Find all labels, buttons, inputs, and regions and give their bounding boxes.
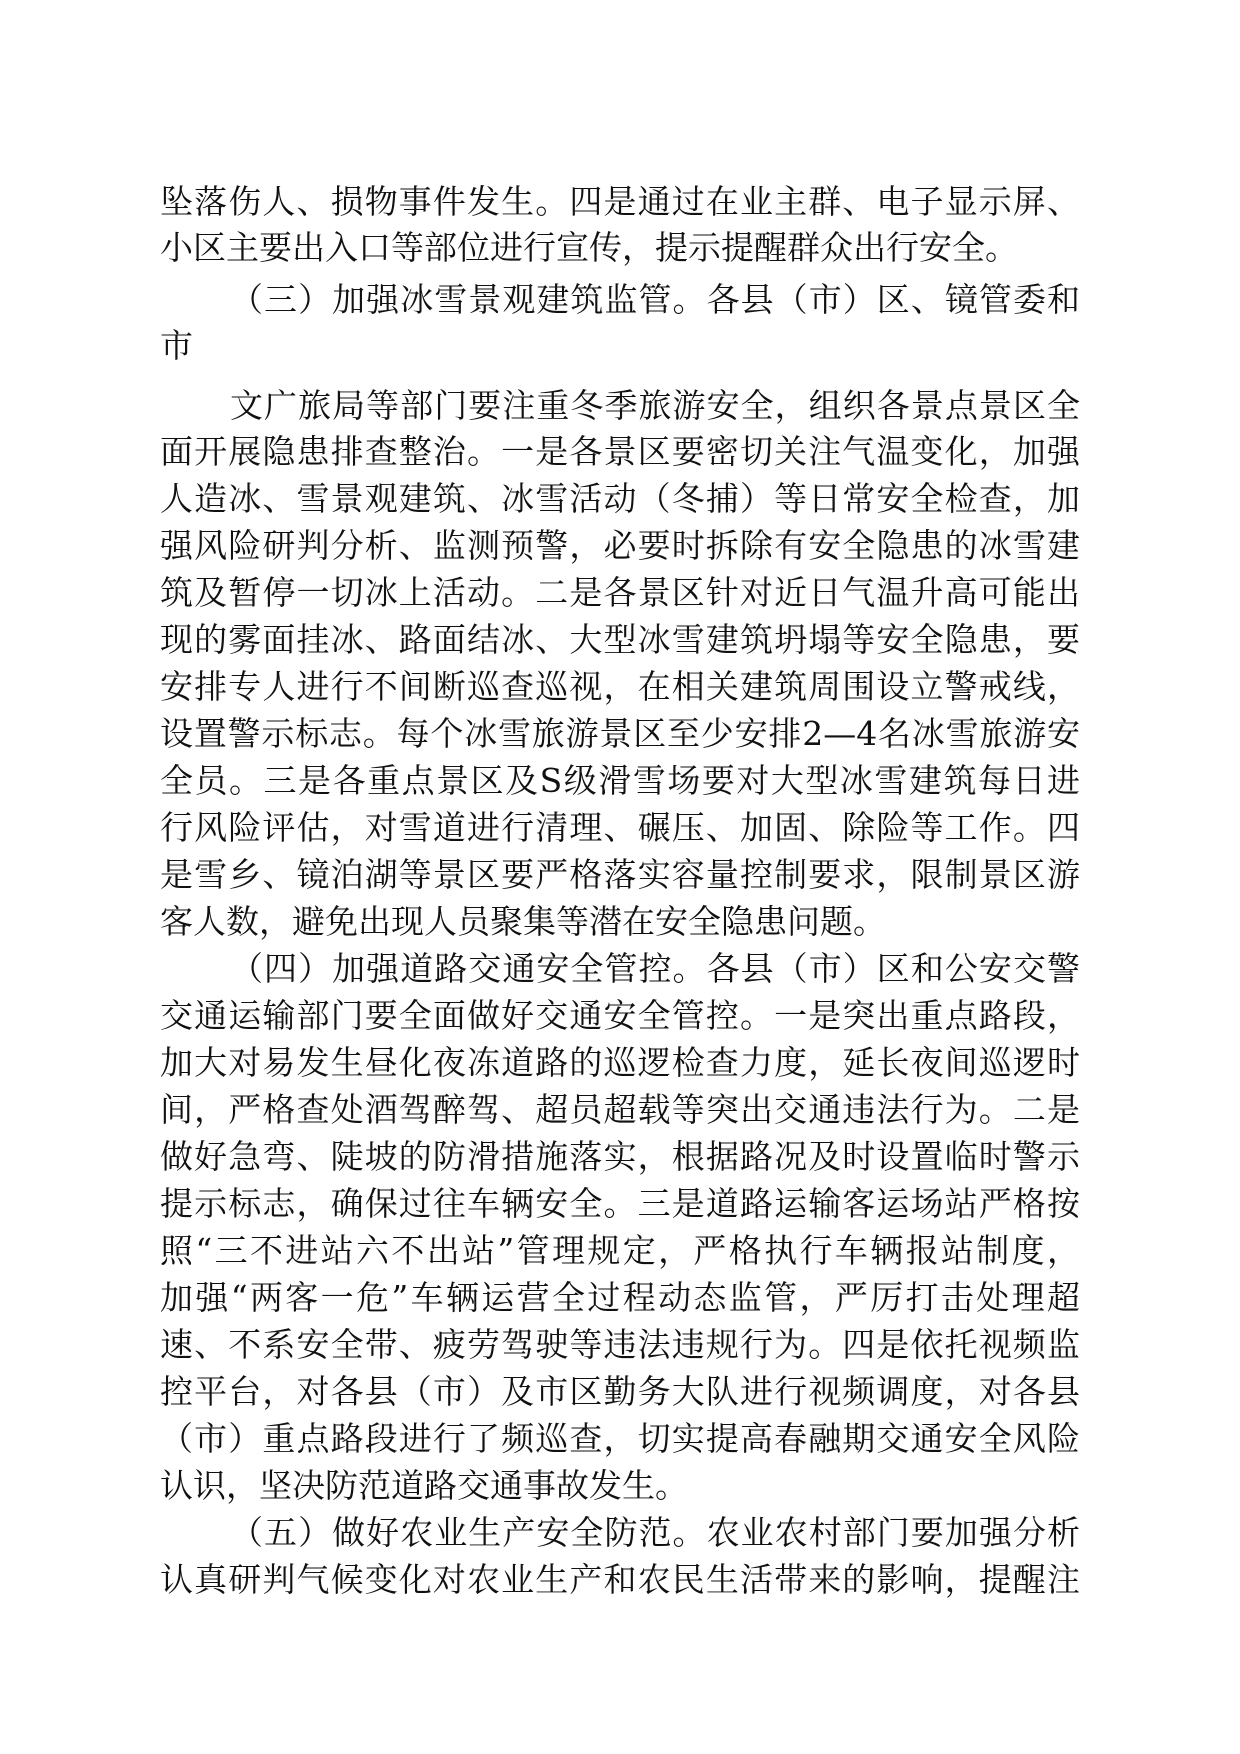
text-line: 面开展隐患排查整治。一是各景区要密切关注气温变化，加强 (160, 432, 1080, 471)
section-heading-4: （四）加强道路交通安全管控。各县（市）区和公安交警 (230, 949, 1080, 988)
text-line: 坠落伤人、损物事件发生。四是通过在业主群、电子显示屏、 (160, 182, 1080, 221)
text-line: 速、不系安全带、疲劳驾驶等违法违规行为。四是依托视频监 (160, 1325, 1080, 1364)
text-line: 间，严格查处酒驾醉驾、超员超载等突出交通违法行为。二是 (160, 1090, 1080, 1129)
text-line: 行风险评估，对雪道进行清理、碾压、加固、除险等工作。四 (160, 808, 1080, 847)
text-line: 交通运输部门要全面做好交通安全管控。一是突出重点路段， (160, 996, 1080, 1035)
text-line: 安排专人进行不间断巡查巡视，在相关建筑周围设立警戒线， (160, 667, 1080, 706)
text-line: 现的雾面挂冰、路面结冰、大型冰雪建筑坍塌等安全隐患，要 (160, 620, 1080, 659)
text-line: 照“三不进站六不出站”管理规定，严格执行车辆报站制度， (160, 1231, 1080, 1270)
text-line: 人造冰、雪景观建筑、冰雪活动（冬捕）等日常安全检查，加 (160, 479, 1080, 518)
text-line: 加强“两客一危”车辆运营全过程动态监管，严厉打击处理超 (160, 1278, 1080, 1317)
text-line: 是雪乡、镜泊湖等景区要严格落实容量控制要求，限制景区游 (160, 855, 1080, 894)
text-line: 强风险研判分析、监测预警，必要时拆除有安全隐患的冰雪建 (160, 526, 1080, 565)
text-line: 加大对易发生昼化夜冻道路的巡逻检查力度，延长夜间巡逻时 (160, 1043, 1080, 1082)
text-line: 认识，坚决防范道路交通事故发生。 (160, 1466, 688, 1505)
text-line: 文广旅局等部门要注重冬季旅游安全，组织各景点景区全 (230, 386, 1080, 425)
text-line: 市 (160, 326, 193, 365)
text-line: 客人数，避免出现人员聚集等潜在安全隐患问题。 (160, 902, 886, 941)
text-line: 做好急弯、陡坡的防滑措施落实，根据路况及时设置临时警示 (160, 1137, 1080, 1176)
section-heading-5: （五）做好农业生产安全防范。农业农村部门要加强分析 (230, 1513, 1080, 1552)
text-line: 筑及暂停一切冰上活动。二是各景区针对近日气温升高可能出 (160, 573, 1080, 612)
text-line: （市）重点路段进行了频巡查，切实提高春融期交通安全风险 (160, 1419, 1080, 1458)
text-line: 认真研判气候变化对农业生产和农民生活带来的影响，提醒注 (160, 1560, 1080, 1599)
section-heading-3: （三）加强冰雪景观建筑监管。各县（市）区、镜管委和 (230, 280, 1080, 319)
text-line: 全员。三是各重点景区及S级滑雪场要对大型冰雪建筑每日进 (160, 761, 1080, 800)
text-line: 提示标志，确保过往车辆安全。三是道路运输客运场站严格按 (160, 1184, 1080, 1223)
text-line: 设置警示标志。每个冰雪旅游景区至少安排2—4名冰雪旅游安 (160, 714, 1080, 753)
text-line: 控平台，对各县（市）及市区勤务大队进行视频调度，对各县 (160, 1372, 1080, 1411)
text-line: 小区主要出入口等部位进行宣传，提示提醒群众出行安全。 (160, 228, 1018, 267)
